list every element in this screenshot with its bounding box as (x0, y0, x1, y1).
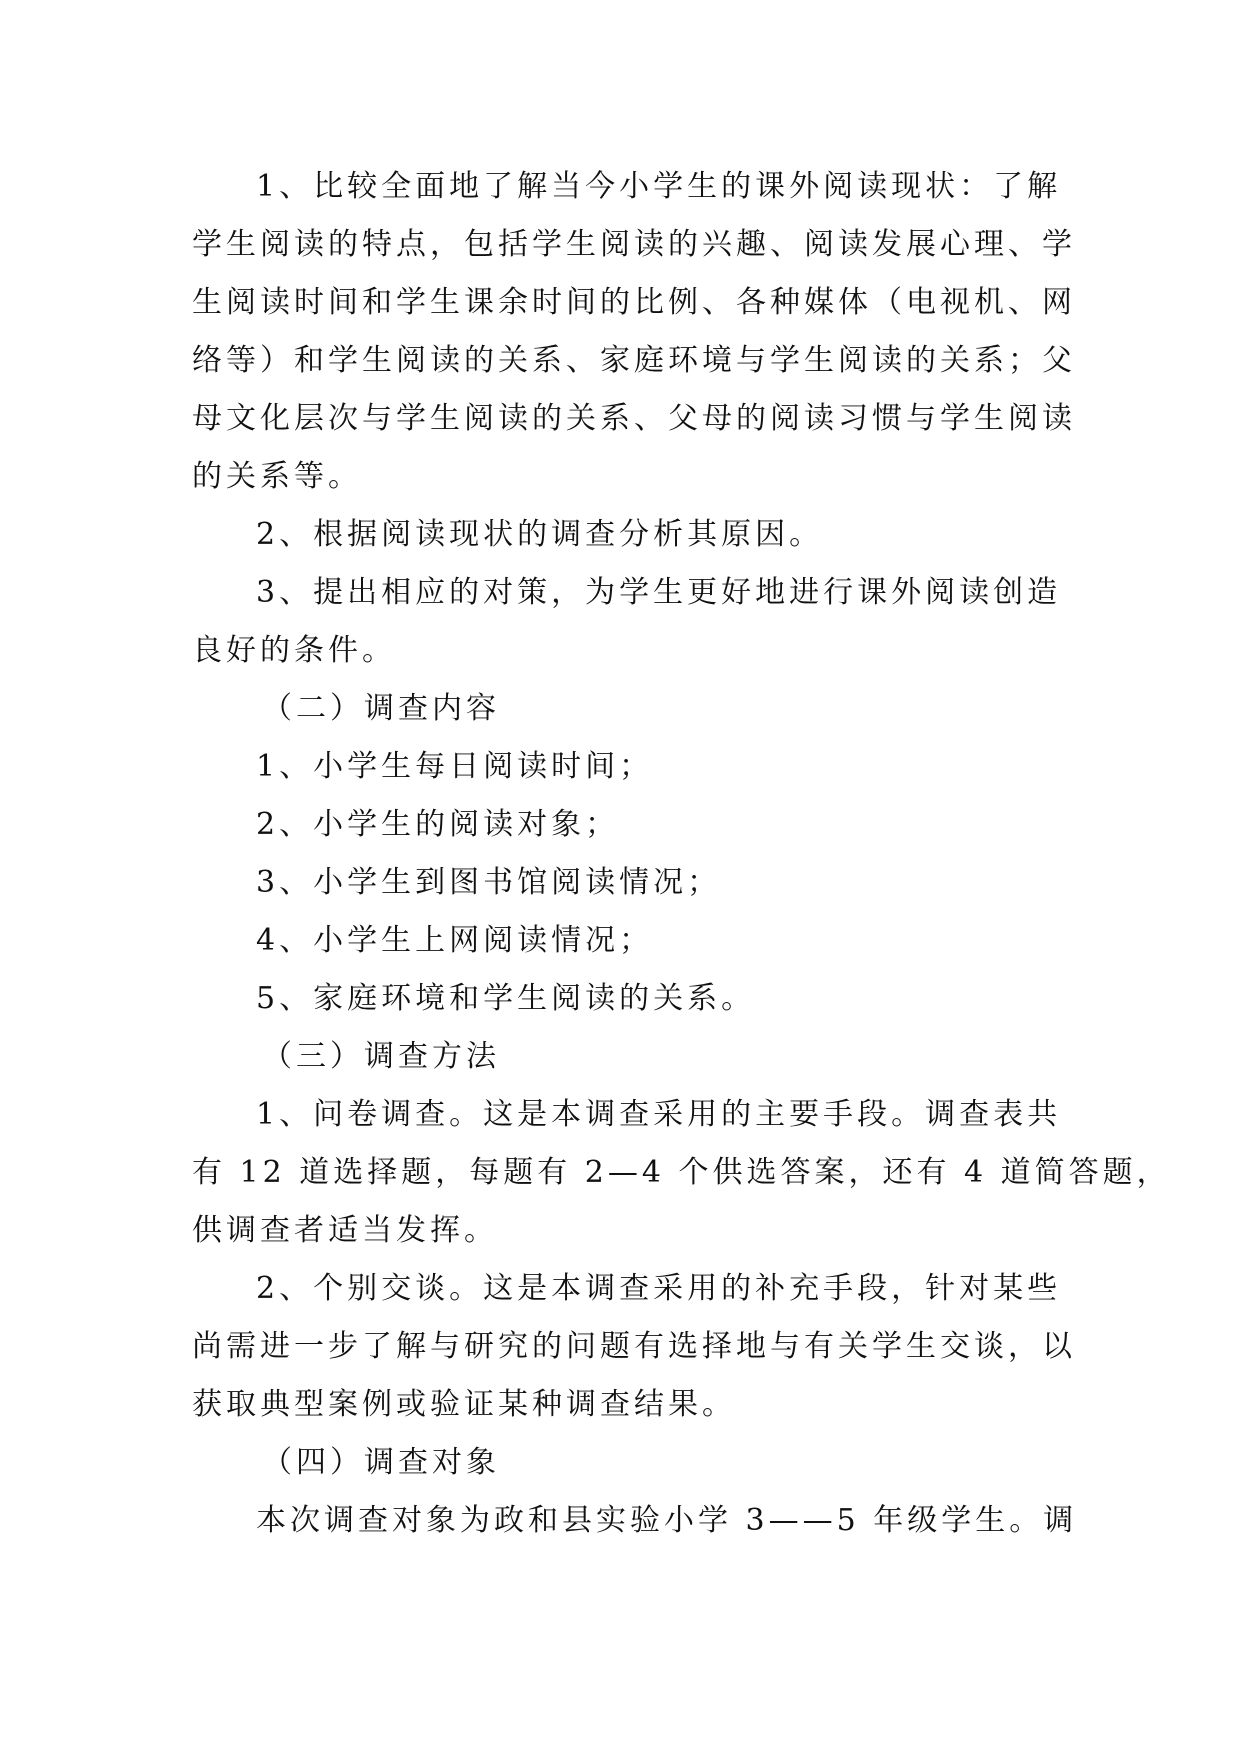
list-item: 2、小学生的阅读对象； (256, 807, 620, 842)
method-2-paragraph (192, 1260, 1076, 1434)
text-line: 3、提出相应的对策，为学生更好地进行课外阅读创造 (256, 575, 1062, 610)
text-line: 学生阅读的特点，包括学生阅读的兴趣、阅读发展心理、学 (192, 227, 1076, 262)
method-1-paragraph (192, 1086, 1171, 1260)
section-heading-subject (192, 1434, 1062, 1492)
text-line: 2、个别交谈。这是本调查采用的补充手段，针对某些 (256, 1271, 1062, 1306)
list-item: 4、小学生上网阅读情况； (256, 923, 654, 958)
text-line: 母文化层次与学生阅读的关系、父母的阅读习惯与学生阅读 (192, 401, 1076, 436)
text-line: 1、问卷调查。这是本调查采用的主要手段。调查表共 (256, 1097, 1062, 1132)
section-heading: （二）调查内容 (262, 691, 500, 726)
subject-paragraph (192, 1492, 1078, 1550)
list-item: 3、小学生到图书馆阅读情况； (256, 865, 722, 900)
section-heading-method (192, 1028, 1062, 1086)
text-line: 络等）和学生阅读的关系、家庭环境与学生阅读的关系；父 (192, 343, 1076, 378)
text-line: 获取典型案例或验证某种调查结果。 (192, 1387, 736, 1422)
section-heading-content (192, 680, 1062, 738)
text-line: 良好的条件。 (192, 633, 396, 668)
text-line: 本次调查对象为政和县实验小学 3——5 年级学生。调 (256, 1503, 1078, 1538)
goal-2-paragraph (192, 506, 1062, 564)
list-item: 1、小学生每日阅读时间； (256, 749, 654, 784)
text-line: 1、比较全面地了解当今小学生的课外阅读现状：了解 (256, 169, 1062, 204)
text-line: 2、根据阅读现状的调查分析其原因。 (256, 517, 824, 552)
text-line: 生阅读时间和学生课余时间的比例、各种媒体（电视机、网 (192, 285, 1076, 320)
text-line: 有 12 道选择题，每题有 2—4 个供选答案，还有 4 道简答题， (192, 1155, 1171, 1190)
text-line: 的关系等。 (192, 459, 362, 494)
section-heading: （三）调查方法 (262, 1039, 500, 1074)
list-item: 5、家庭环境和学生阅读的关系。 (256, 981, 756, 1016)
text-line: 尚需进一步了解与研究的问题有选择地与有关学生交谈，以 (192, 1329, 1076, 1364)
text-line: 供调查者适当发挥。 (192, 1213, 498, 1248)
section-heading: （四）调查对象 (262, 1445, 500, 1480)
document-body (192, 158, 1171, 1550)
goal-3-paragraph (192, 564, 1062, 680)
content-list (192, 738, 1062, 1028)
goal-1-paragraph (192, 158, 1076, 506)
